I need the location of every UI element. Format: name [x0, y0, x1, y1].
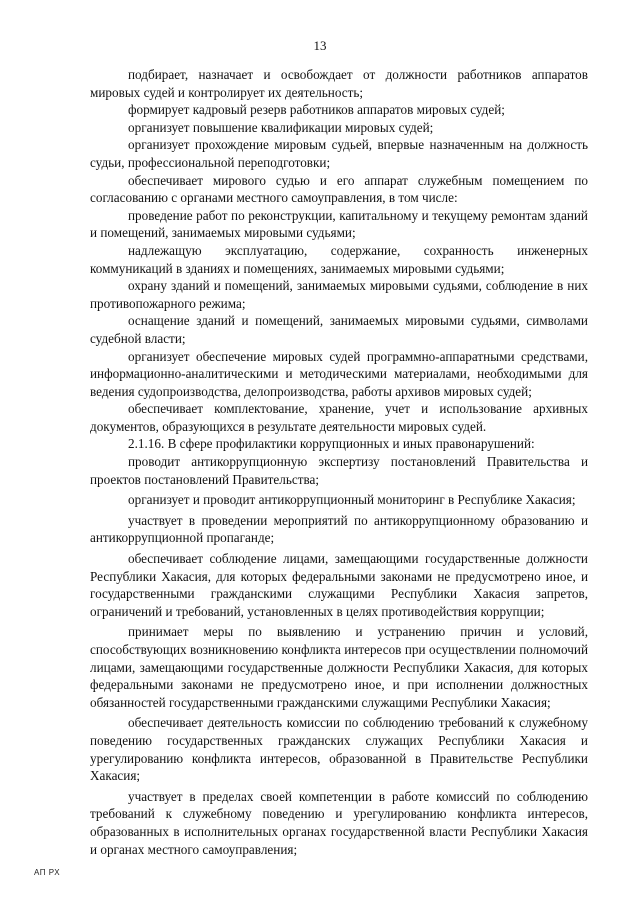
paragraph: оснащение зданий и помещений, занимаемых мировыми судьями, символами судебной власти; — [90, 313, 588, 346]
paragraph: обеспечивает мирового судью и его аппарат служебным помещением по согласованию с органами местного самоуправления, в том числе: — [90, 172, 588, 206]
paragraph: формирует кадровый резерв работников аппаратов мировых судей; — [128, 102, 505, 118]
paragraph: проведение работ по реконструкции, капитальному и текущему ремонтам зданий и помещений, занимаемых мировыми судьями; — [90, 207, 588, 241]
paragraph: участвует в проведении мероприятий по антикоррупционному образованию и антикоррупционной пропаганде; — [90, 512, 588, 546]
section-heading: 2.1.16. В сфере профилактики коррупционных и иных правонарушений: — [128, 436, 535, 452]
paragraph: подбирает, назначает и освобождает от должности работников аппаратов мировых судей и контролирует их деятельность; — [90, 67, 588, 100]
document-body — [90, 66, 588, 858]
paragraph: организует обеспечение мировых судей программно-аппаратными средствами, информационно-аналитическими и методическими материалами, необходимыми для ведения судопроизводства, делопроизводства, работы архивов мировых судей; — [90, 348, 588, 399]
footer-mark: АП РХ — [34, 868, 61, 877]
paragraph: организует прохождение мировым судьей, впервые назначенным на должность судьи, профессиональной переподготовки; — [90, 137, 588, 170]
paragraph: надлежащую эксплуатацию, содержание, сохранность инженерных коммуникаций в зданиях и помещениях, занимаемых мировыми судьями; — [90, 242, 588, 276]
paragraph: проводит антикоррупционную экспертизу постановлений Правительства и проектов постановлений Правительства; — [90, 454, 588, 487]
paragraph: охрану зданий и помещений, занимаемых мировыми судьями, соблюдение в них противопожарного режима; — [90, 278, 588, 311]
paragraph: принимает меры по выявлению и устранению причин и условий, способствующих возникновению конфликта интересов при осуществлении полномочий лицами, замещающими государственные должности Республики Хакасия, для которых федеральными законами не предусмотрено иное, и при исполнении должностных обязанностей государственными гражданскими служащими Республики Хакасия; — [90, 624, 588, 710]
paragraph: обеспечивает соблюдение лицами, замещающими государственные должности Республики Хакасия, для которых федеральными законами не предусмотрено иное, и государственными гражданскими служащими Республики Хакасия запретов, ограничений и требований, установленных в целях противодействия коррупции; — [90, 551, 588, 619]
paragraph: участвует в пределах своей компетенции в работе комиссий по соблюдению требований к служебному поведению и урегулированию конфликта интересов, образованных в исполнительных органах государственной власти Республики Хакасия и органах местного самоуправления; — [90, 788, 588, 857]
paragraph: обеспечивает комплектование, хранение, учет и использование архивных документов, образующихся в результате деятельности мировых судей. — [90, 401, 588, 434]
paragraph: организует повышение квалификации мировых судей; — [128, 119, 434, 135]
paragraph: обеспечивает деятельность комиссии по соблюдению требований к служебному поведению государственных гражданских служащих Республики Хакасия и урегулированию конфликта интересов, образованной в Правительстве Республики Хакасия; — [90, 715, 588, 784]
paragraph: организует и проводит антикоррупционный мониторинг в Республике Хакасия; — [128, 492, 576, 508]
page-number: 13 — [313, 38, 327, 53]
